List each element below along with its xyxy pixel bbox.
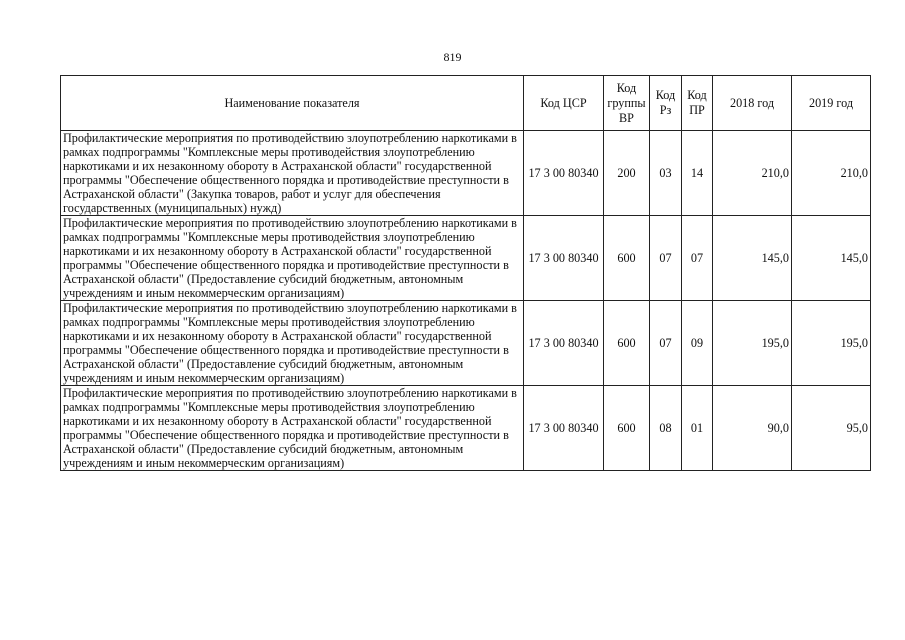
row-pr-code: 14 xyxy=(682,131,713,216)
row-amount-2018: 210,0 xyxy=(713,131,792,216)
row-amount-2018: 145,0 xyxy=(713,216,792,301)
row-pr-code: 07 xyxy=(682,216,713,301)
row-pr-code: 09 xyxy=(682,301,713,386)
header-year-2018: 2018 год xyxy=(713,76,792,131)
row-indicator-name: Профилактические мероприятия по противодействию злоупотреблению наркотиками в рамках подпрограммы "Комплексные меры противодействия злоупотреблению наркотиками и их незаконному обороту в Астраханской области" государственной программы "Обеспечение общественного порядка и противодействие преступности в Астраханской области" (Предоставление субсидий бюджетным, автономным учреждениям и иным некоммерческим организациям) xyxy=(61,216,524,301)
row-csr-code: 17 3 00 80340 xyxy=(524,301,604,386)
row-vr-code: 600 xyxy=(604,301,650,386)
row-rz-code: 07 xyxy=(650,216,682,301)
header-pr-code: Код ПР xyxy=(682,76,713,131)
header-indicator-name: Наименование показателя xyxy=(61,76,524,131)
table-row xyxy=(61,301,871,386)
table-row xyxy=(61,216,871,301)
row-indicator-name: Профилактические мероприятия по противодействию злоупотреблению наркотиками в рамках подпрограммы "Комплексные меры противодействия злоупотреблению наркотиками и их незаконному обороту в Астраханской области" государственной программы "Обеспечение общественного порядка и противодействие преступности в Астраханской области" (Предоставление субсидий бюджетным, автономным учреждениям и иным некоммерческим организациям) xyxy=(61,386,524,471)
row-amount-2019: 210,0 xyxy=(792,131,871,216)
header-vr-group-code: Код группы ВР xyxy=(604,76,650,131)
header-year-2019: 2019 год xyxy=(792,76,871,131)
row-vr-code: 200 xyxy=(604,131,650,216)
row-amount-2018: 195,0 xyxy=(713,301,792,386)
row-csr-code: 17 3 00 80340 xyxy=(524,386,604,471)
row-amount-2019: 145,0 xyxy=(792,216,871,301)
row-rz-code: 07 xyxy=(650,301,682,386)
row-rz-code: 08 xyxy=(650,386,682,471)
budget-table xyxy=(60,75,871,471)
row-vr-code: 600 xyxy=(604,216,650,301)
row-rz-code: 03 xyxy=(650,131,682,216)
header-rz-code: Код Рз xyxy=(650,76,682,131)
table-row xyxy=(61,386,871,471)
table-header-row xyxy=(61,76,871,131)
header-csr-code: Код ЦСР xyxy=(524,76,604,131)
table-row xyxy=(61,131,871,216)
page-number: 819 xyxy=(443,50,462,64)
row-amount-2019: 195,0 xyxy=(792,301,871,386)
row-pr-code: 01 xyxy=(682,386,713,471)
row-indicator-name: Профилактические мероприятия по противодействию злоупотреблению наркотиками в рамках подпрограммы "Комплексные меры противодействия злоупотреблению наркотиками и их незаконному обороту в Астраханской области" государственной программы "Обеспечение общественного порядка и противодействие преступности в Астраханской области" (Предоставление субсидий бюджетным, автономным учреждениям и иным некоммерческим организациям) xyxy=(61,301,524,386)
row-vr-code: 600 xyxy=(604,386,650,471)
row-amount-2019: 95,0 xyxy=(792,386,871,471)
row-amount-2018: 90,0 xyxy=(713,386,792,471)
row-csr-code: 17 3 00 80340 xyxy=(524,216,604,301)
row-indicator-name: Профилактические мероприятия по противодействию злоупотреблению наркотиками в рамках подпрограммы "Комплексные меры противодействия злоупотреблению наркотиками и их незаконному обороту в Астраханской области" государственной программы "Обеспечение общественного порядка и противодействие преступности в Астраханской области" (Закупка товаров, работ и услуг для обеспечения государственных (муниципальных) нужд) xyxy=(61,131,524,216)
row-csr-code: 17 3 00 80340 xyxy=(524,131,604,216)
